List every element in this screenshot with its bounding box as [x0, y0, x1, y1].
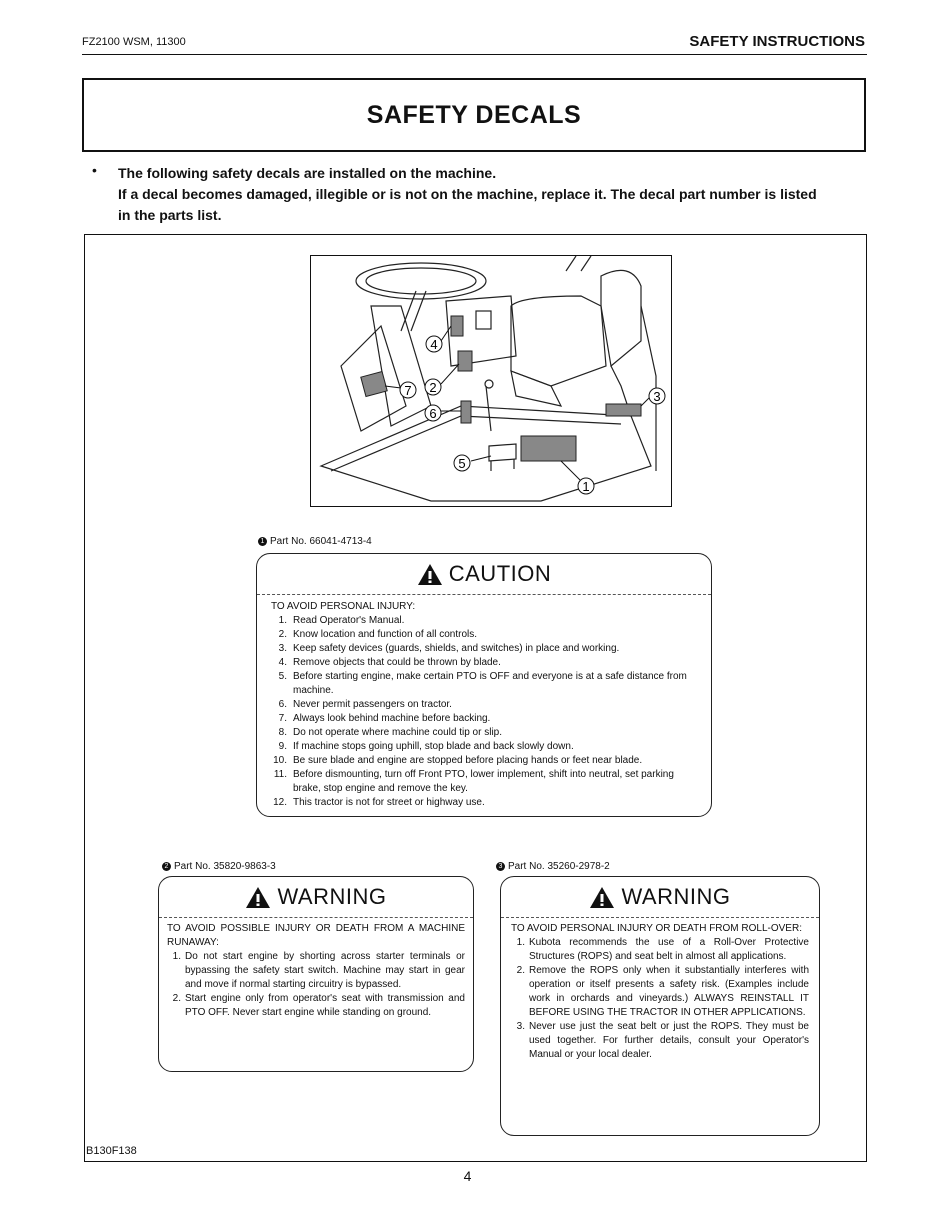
- decal-4-patch: [451, 316, 463, 336]
- list-item: 6. Never permit passengers on tractor.: [278, 699, 452, 710]
- decal-2-marker: 2: [162, 862, 171, 871]
- decal-2-lead: TO AVOID POSSIBLE INJURY OR DEATH FROM A MACHINE RUNAWAY:: [167, 923, 465, 948]
- callout-5: [454, 455, 470, 471]
- decal-3-part-number: Part No. 35260-2978-2: [508, 861, 610, 872]
- page-title-box: [82, 78, 866, 152]
- decal-3-body: [501, 918, 819, 1062]
- warning-triangle-icon: [245, 886, 271, 909]
- list-item: 8. Do not operate where machine could tip or slip.: [278, 727, 503, 738]
- decal-3-header: [501, 877, 819, 918]
- list-item: 3. Keep safety devices (guards, shields, and switches) in place and working.: [278, 643, 620, 654]
- list-item: 2. Know location and function of all controls.: [278, 629, 477, 640]
- list-item: 4. Remove objects that could be thrown by blade.: [278, 657, 501, 668]
- intro-line-3: in the parts list.: [118, 207, 222, 223]
- decal-1-header: [257, 554, 711, 595]
- list-item: 12. This tractor is not for street or highway use.: [273, 797, 485, 808]
- decal-1-patch: [521, 436, 576, 461]
- list-item: 10. Be sure blade and engine are stopped before placing hands or feet near blade.: [273, 755, 643, 766]
- page-number: 4: [463, 1168, 472, 1184]
- header-section-title: SAFETY INSTRUCTIONS: [689, 33, 865, 50]
- callout-3: [649, 388, 665, 404]
- list-item: 11. Before dismounting, turn off Front PTO, lower implement, shift into neutral, set parking brake, stop engine and remove the key.: [273, 769, 674, 794]
- decal-3-warning: [500, 876, 820, 1136]
- page-title: SAFETY DECALS: [366, 100, 582, 129]
- callout-7: [400, 382, 416, 398]
- callout-3-label: 3: [653, 389, 661, 404]
- decal-3-list: [511, 936, 809, 1062]
- list-item: 1. Read Operator's Manual.: [278, 615, 405, 626]
- callout-6: [425, 405, 441, 421]
- bullet: •: [92, 162, 97, 178]
- decal-2-part-number: Part No. 35820-9863-3: [174, 861, 276, 872]
- decal-1-signal-word: CAUTION: [448, 561, 552, 586]
- list-item: 9. If machine stops going uphill, stop blade and back slowly down.: [278, 741, 574, 752]
- decal-1-list: [271, 614, 697, 810]
- callout-5-label: 5: [458, 456, 466, 471]
- list-item: 2. Remove the ROPS only when it substantially interferes with operation or itself presents a safety risk. (Examples include work in orchards and vineyards.) ALWAYS REINSTALL IT BEFORE USING THE TRACTOR IN OTHER APPLICATIONS.: [516, 965, 809, 1018]
- decal-2-part-label: [162, 861, 276, 872]
- callout-6-label: 6: [429, 406, 437, 421]
- decal-2-list: [167, 950, 465, 1020]
- decal-3-signal-word: WARNING: [621, 884, 731, 909]
- decal-1-lead: TO AVOID PERSONAL INJURY:: [271, 601, 416, 612]
- callout-2-label: 2: [429, 380, 437, 395]
- list-item: 1. Do not start engine by shorting across starter terminals or bypassing the safety start switch. Machine may start in gear and move if normal starting circuitry is bypassed.: [172, 951, 465, 990]
- intro-line-2: If a decal becomes damaged, illegible or is not on the machine, replace it. The decal part number is listed: [118, 186, 817, 202]
- decal-3-marker: 3: [496, 862, 505, 871]
- header-doc-id: FZ2100 WSM, 11300: [82, 36, 186, 48]
- decal-2-signal-word: WARNING: [277, 884, 387, 909]
- decal-2-header: [159, 877, 473, 918]
- intro-text: [118, 163, 878, 226]
- decal-6-patch: [461, 401, 471, 423]
- decal-1-caution: [256, 553, 712, 817]
- decal-1-part-label: [258, 536, 372, 547]
- callout-1: [578, 478, 594, 494]
- decal-1-marker: 1: [258, 537, 267, 546]
- decal-7-patch: [361, 371, 387, 396]
- header-rule: [82, 54, 867, 55]
- list-item: 5. Before starting engine, make certain PTO is OFF and everyone is at a safe distance from machine.: [278, 671, 687, 696]
- decal-2-patch: [458, 351, 472, 371]
- callout-2: [425, 379, 441, 395]
- list-item: 2. Start engine only from operator's seat with transmission and PTO OFF. Never start engine while standing on ground.: [172, 993, 465, 1018]
- callout-4-label: 4: [430, 337, 438, 352]
- decal-3-part-label: [496, 861, 610, 872]
- decal-2-body: [159, 918, 473, 1020]
- decal-1-body: [257, 595, 711, 810]
- callout-4: [426, 336, 442, 352]
- tractor-illustration: [310, 255, 672, 507]
- decal-2-warning: [158, 876, 474, 1072]
- list-item: 3. Never use just the seat belt or just the ROPS. They must be used together. For further details, consult your Operator's Manual or your local dealer.: [516, 1021, 809, 1060]
- warning-triangle-icon: [417, 563, 443, 586]
- intro-line-1: The following safety decals are installed on the machine.: [118, 165, 497, 181]
- callout-7-label: 7: [404, 383, 412, 398]
- figure-code: B130F138: [86, 1145, 137, 1157]
- decal-1-part-number: Part No. 66041-4713-4: [270, 536, 372, 547]
- list-item: 7. Always look behind machine before backing.: [278, 713, 491, 724]
- callout-1-label: 1: [582, 479, 590, 494]
- list-item: 1. Kubota recommends the use of a Roll-Over Protective Structures (ROPS) and seat belt in almost all applications.: [516, 937, 809, 962]
- warning-triangle-icon: [589, 886, 615, 909]
- decal-3-lead: TO AVOID PERSONAL INJURY OR DEATH FROM ROLL-OVER:: [511, 923, 802, 934]
- decal-3-patch: [606, 404, 641, 416]
